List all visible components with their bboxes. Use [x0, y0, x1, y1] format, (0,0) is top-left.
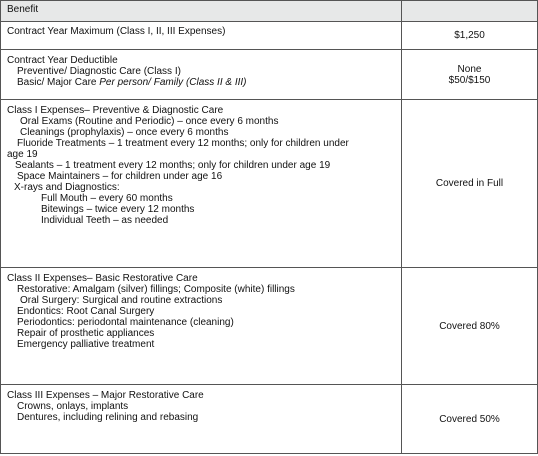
value-cell: Covered in Full [402, 100, 538, 268]
value-cell: Covered 50% [402, 385, 538, 454]
row-title: Class I Expenses– Preventive & Diagnostic Care [7, 105, 224, 116]
benefit-cell [1, 22, 402, 50]
benefit-cell [1, 50, 402, 100]
list-item: Restorative: Amalgam (silver) fillings; Composite (white) fillings [17, 284, 295, 295]
sub-list-item: Individual Teeth – as needed [41, 215, 169, 226]
list-item: Oral Exams (Routine and Periodic) – once every 6 months [20, 116, 279, 127]
benefit-cell [1, 100, 402, 268]
list-item: Crowns, onlays, implants [17, 401, 129, 412]
benefit-cell [1, 268, 402, 385]
table-row-class-1 [1, 100, 538, 268]
sub-list-item: Bitewings – twice every 12 months [41, 204, 195, 215]
row-title-suffix: (Class I, II, III Expenses) [113, 26, 226, 37]
list-item: Preventive/ Diagnostic Care (Class I) [17, 66, 181, 77]
value-line: $50/$150 [448, 74, 491, 86]
table-row-contract-maximum [1, 22, 538, 50]
list-item: X-rays and Diagnostics: [14, 182, 120, 193]
value-line: None [457, 63, 482, 75]
row-title: Contract Year Maximum [7, 26, 114, 37]
list-item-italic: Per person/ Family (Class II & III) [99, 77, 247, 88]
table-row-deductible [1, 50, 538, 100]
list-item: Space Maintainers – for children under age 16 [17, 171, 223, 182]
list-item: Cleanings (prophylaxis) – once every 6 months [20, 127, 229, 138]
list-item: Oral Surgery: Surgical and routine extractions [20, 295, 223, 306]
sub-list-item: Full Mouth – every 60 months [41, 193, 173, 204]
list-item-continuation: age 19 [7, 149, 38, 160]
value-cell: $1,250 [402, 22, 538, 50]
list-item: Endontics: Root Canal Surgery [17, 306, 155, 317]
row-title: Contract Year Deductible [7, 55, 118, 66]
list-item: Dentures, including relining and rebasing [17, 412, 199, 423]
table-row-class-3 [1, 385, 538, 454]
list-item: Emergency palliative treatment [17, 339, 155, 350]
benefit-cell [1, 385, 402, 454]
value-cell [402, 50, 538, 100]
list-item: Sealants – 1 treatment every 12 months; only for children under age 19 [15, 160, 331, 171]
value-cell: Covered 80% [402, 268, 538, 385]
table-header-row [1, 1, 538, 22]
list-item: Fluoride Treatments – 1 treatment every 12 months; only for children under [17, 138, 349, 149]
value-column-header [402, 1, 538, 22]
benefit-column-header: Benefit [1, 1, 402, 22]
row-title: Class III Expenses – Major Restorative Care [7, 390, 204, 401]
row-title: Class II Expenses– Basic Restorative Care [7, 273, 198, 284]
list-item: Periodontics: periodontal maintenance (cleaning) [17, 317, 234, 328]
list-item: Repair of prosthetic appliances [17, 328, 155, 339]
table-row-class-2 [1, 268, 538, 385]
list-item: Basic/ Major Care Per person/ Family (Class II & III) [17, 77, 247, 88]
